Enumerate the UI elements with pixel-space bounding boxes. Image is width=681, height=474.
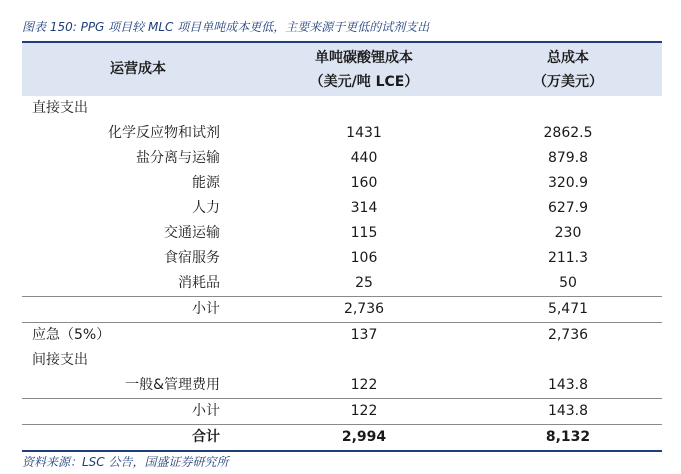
unit-cost-value: 122 xyxy=(350,403,378,419)
header-item: 运营成本 xyxy=(110,61,166,77)
total-cost-value: 50 xyxy=(559,275,577,291)
total-cost-value: 627.9 xyxy=(547,200,589,216)
table-row xyxy=(22,121,662,146)
unit-cost-value: 2,994 xyxy=(341,429,387,445)
table-row xyxy=(22,399,662,424)
unit-cost-value: 314 xyxy=(350,200,378,216)
total-cost-value: 2862.5 xyxy=(543,125,593,141)
unit-cost-value: 137 xyxy=(350,327,378,343)
row-label: 小计 xyxy=(192,403,220,419)
unit-cost-value: 160 xyxy=(350,175,378,191)
row-label: 食宿服务 xyxy=(164,250,220,266)
table-row xyxy=(22,246,662,271)
unit-cost-value: 115 xyxy=(350,225,378,241)
unit-cost-value: 1431 xyxy=(346,125,382,141)
cost-table xyxy=(22,43,662,452)
table-row xyxy=(22,373,662,398)
total-cost-value: 2,736 xyxy=(547,327,589,343)
row-label: 一般&管理费用 xyxy=(125,377,220,393)
unit-cost-value: 440 xyxy=(350,150,378,166)
header-total-cost xyxy=(474,46,662,94)
source-note: 资料来源：LSC 公告，国盛证券研究所 xyxy=(22,455,229,469)
unit-cost-value: 122 xyxy=(350,377,378,393)
figure-caption: 图表 150: PPG 项目较 MLC 项目单吨成本更低，主要来源于更低的试剂支出 xyxy=(22,20,430,34)
table-row xyxy=(22,297,662,322)
row-label: 能源 xyxy=(192,175,220,191)
row-label: 应急（5%） xyxy=(32,327,111,343)
bottom-rule xyxy=(22,450,662,452)
total-cost-value: 8,132 xyxy=(545,429,591,445)
total-cost-value: 211.3 xyxy=(547,250,589,266)
header-unit-cost-line2: （美元/吨 LCE） xyxy=(309,74,419,90)
table-row xyxy=(22,171,662,196)
total-cost-value: 143.8 xyxy=(547,403,589,419)
unit-cost-value: 2,736 xyxy=(343,301,385,317)
table-row xyxy=(22,146,662,171)
row-label: 小计 xyxy=(192,301,220,317)
total-cost-value: 230 xyxy=(554,225,582,241)
table-row xyxy=(22,348,662,373)
total-row xyxy=(22,425,662,450)
table-row xyxy=(22,221,662,246)
row-label: 交通运输 xyxy=(164,225,220,241)
table-row xyxy=(22,96,662,121)
total-cost-value: 320.9 xyxy=(547,175,589,191)
table-row xyxy=(22,323,662,348)
header-total-cost-line2: （万美元） xyxy=(533,74,603,90)
table-header xyxy=(22,43,662,96)
total-cost-value: 5,471 xyxy=(547,301,589,317)
unit-cost-value: 106 xyxy=(350,250,378,266)
header-unit-cost xyxy=(254,46,474,94)
row-label: 消耗品 xyxy=(178,275,220,291)
row-label: 化学反应物和试剂 xyxy=(108,125,220,141)
table-row xyxy=(22,196,662,221)
header-total-cost-line1: 总成本 xyxy=(547,50,589,66)
total-cost-value: 879.8 xyxy=(547,150,589,166)
table-row xyxy=(22,271,662,296)
row-label: 人力 xyxy=(192,200,220,216)
row-label: 直接支出 xyxy=(32,100,88,116)
header-unit-cost-line1: 单吨碳酸锂成本 xyxy=(315,50,413,66)
row-label: 合计 xyxy=(192,429,220,445)
total-cost-value: 143.8 xyxy=(547,377,589,393)
row-label: 盐分离与运输 xyxy=(136,150,220,166)
unit-cost-value: 25 xyxy=(355,275,373,291)
row-label: 间接支出 xyxy=(32,352,88,368)
